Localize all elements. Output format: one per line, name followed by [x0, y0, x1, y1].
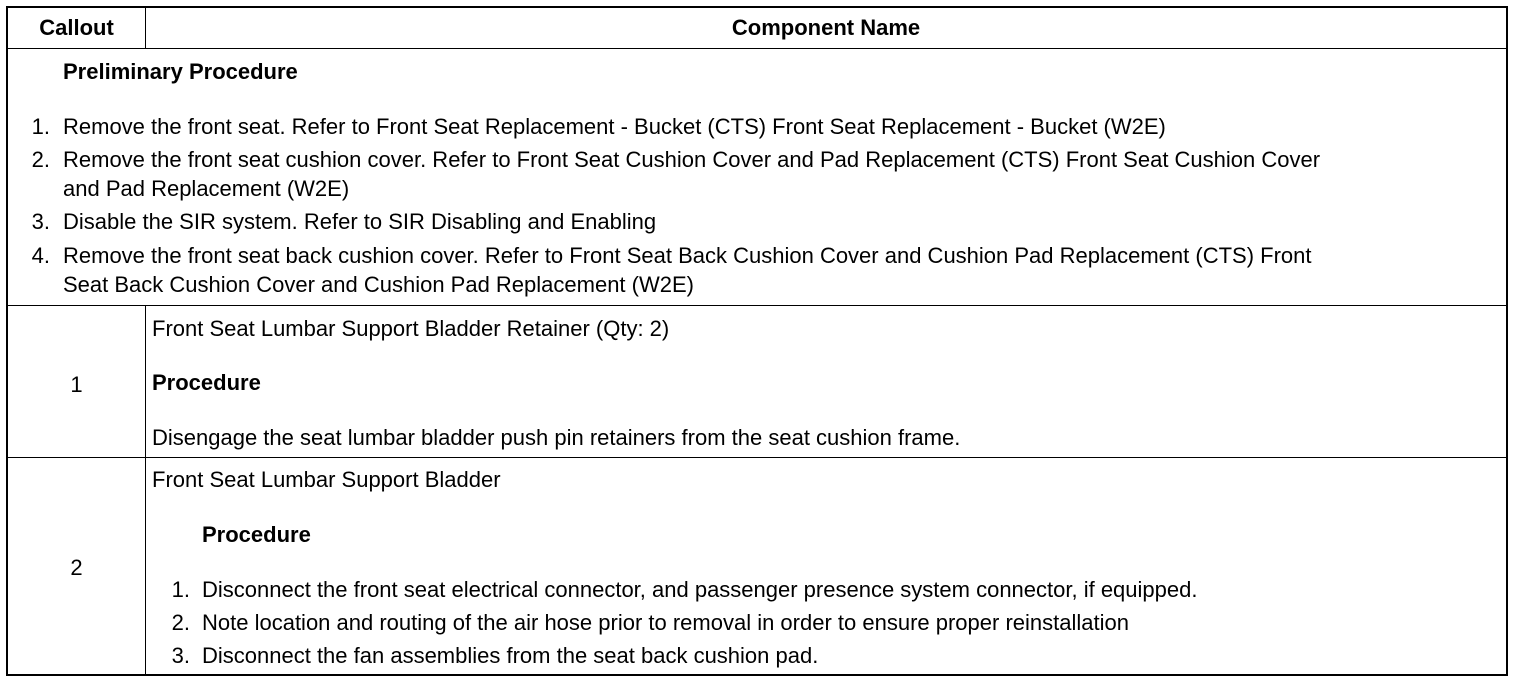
procedure-table: [6, 6, 1508, 676]
prelim-step-num: 1.: [31, 114, 50, 139]
step-num: 1.: [171, 577, 190, 602]
prelim-step-text: and Pad Replacement (W2E): [63, 176, 350, 201]
row-separator: [8, 457, 1506, 458]
step-text: Note location and routing of the air hose prior to removal in order to ensure proper reinstallation: [202, 610, 1129, 635]
step-text: Disconnect the front seat electrical connector, and passenger presence system connector, if equipped.: [202, 577, 1198, 602]
prelim-step-num: 3.: [31, 209, 50, 234]
step-num: 2.: [171, 610, 190, 635]
prelim-step-text: Remove the front seat. Refer to Front Seat Replacement - Bucket (CTS) Front Seat Replacement - Bucket (W2E): [63, 114, 1166, 139]
prelim-step-text: Remove the front seat back cushion cover. Refer to Front Seat Back Cushion Cover and Cushion Pad Replacement (CTS) Front: [63, 243, 1312, 268]
component-name-header: Component Name: [731, 15, 921, 40]
step-text: Disconnect the fan assemblies from the seat back cushion pad.: [202, 643, 819, 668]
row-separator: [8, 305, 1506, 306]
procedure-title: Procedure: [152, 370, 261, 395]
preliminary-title: Preliminary Procedure: [63, 59, 298, 84]
prelim-step-text: Disable the SIR system. Refer to SIR Disabling and Enabling: [63, 209, 657, 234]
prelim-step-num: 4.: [31, 243, 50, 268]
procedure-text: Disengage the seat lumbar bladder push pin retainers from the seat cushion frame.: [152, 425, 961, 450]
callout-number: 2: [70, 555, 83, 580]
component-name: Front Seat Lumbar Support Bladder: [152, 467, 501, 492]
procedure-title: Procedure: [202, 522, 311, 547]
callout-header: Callout: [39, 15, 114, 40]
callout-divider: [145, 306, 146, 676]
header-divider: [145, 8, 146, 48]
component-name: Front Seat Lumbar Support Bladder Retainer (Qty: 2): [152, 316, 670, 341]
callout-number: 1: [70, 372, 83, 397]
header-separator: [8, 48, 1506, 49]
prelim-step-text: Seat Back Cushion Cover and Cushion Pad Replacement (W2E): [63, 272, 694, 297]
step-num: 3.: [171, 643, 190, 668]
prelim-step-text: Remove the front seat cushion cover. Refer to Front Seat Cushion Cover and Pad Replacement (CTS) Front Seat Cushion Cover: [63, 147, 1321, 172]
prelim-step-num: 2.: [31, 147, 50, 172]
